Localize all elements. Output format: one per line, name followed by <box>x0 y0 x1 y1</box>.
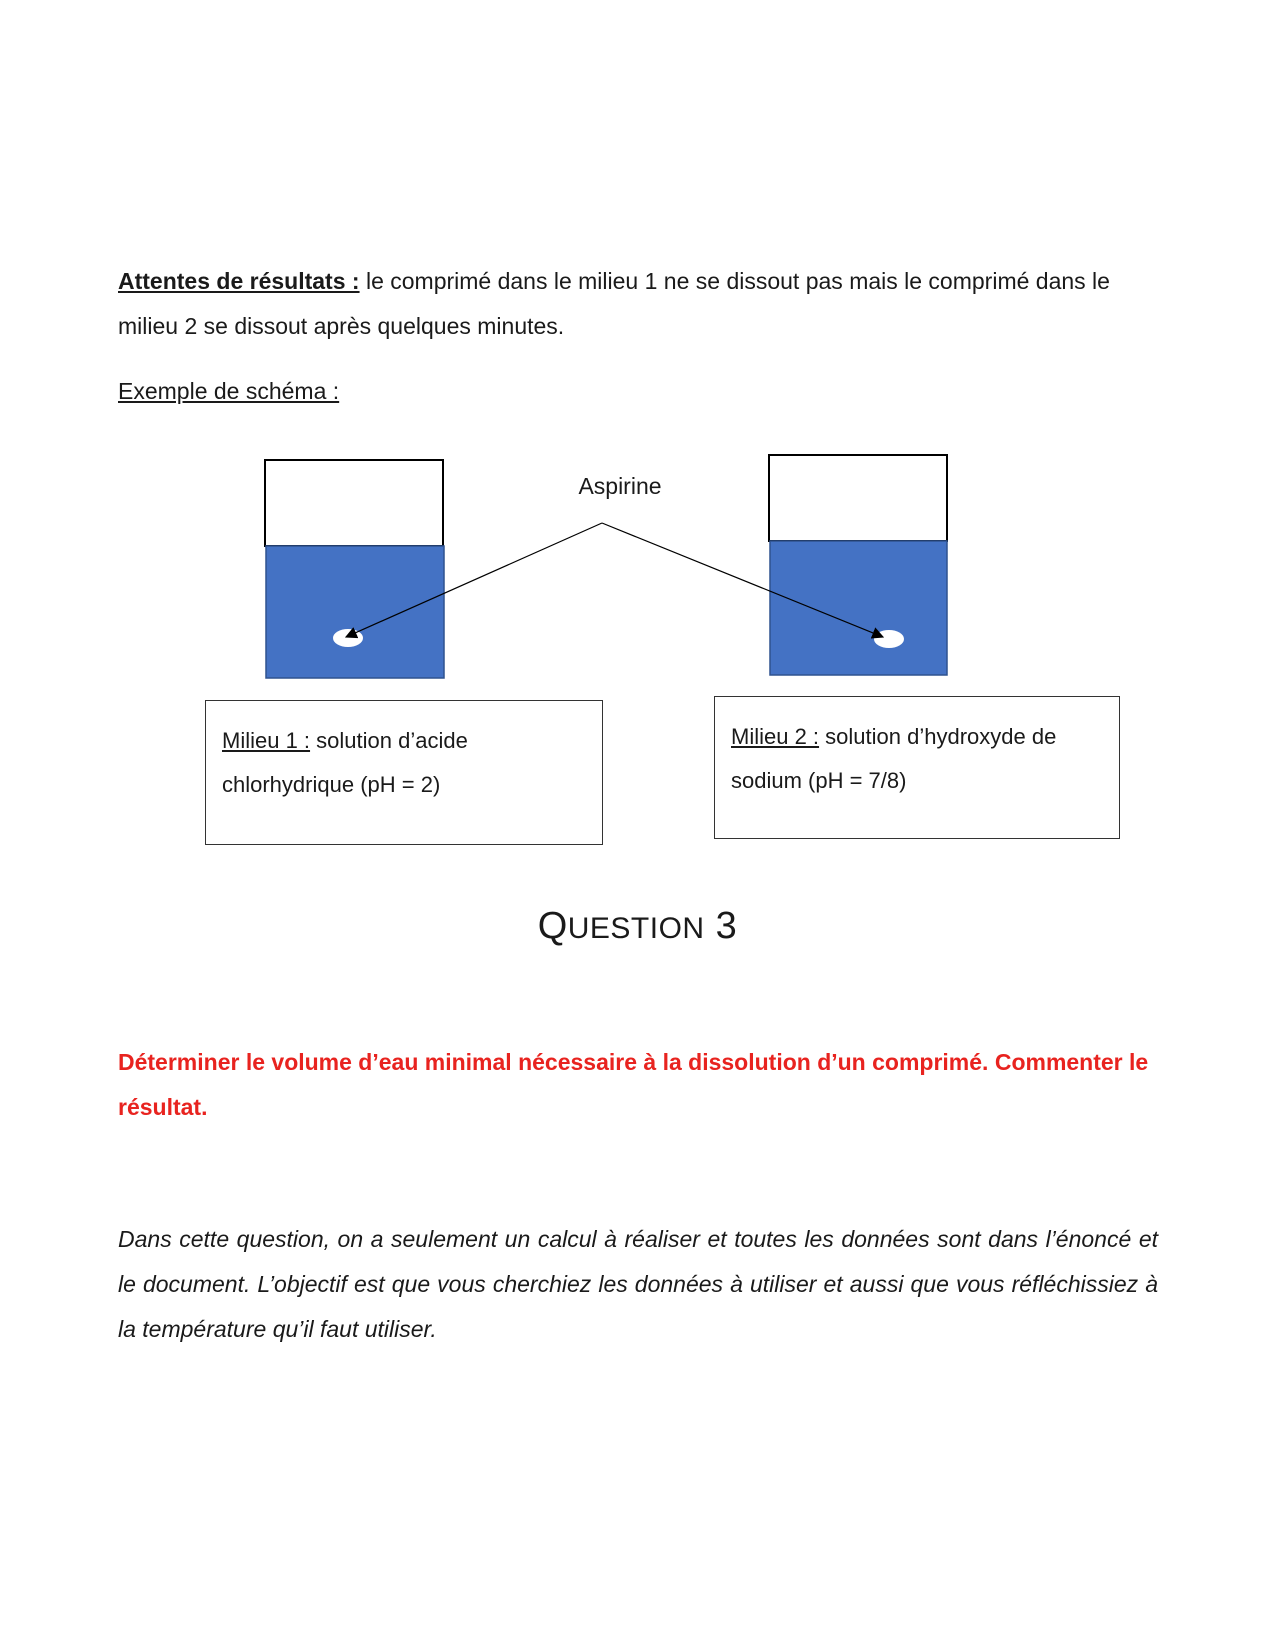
milieu1-text: solution d’acide chlorhydrique (pH = 2) <box>222 728 468 797</box>
attentes-label: Attentes de résultats : <box>118 268 360 294</box>
milieu1-label: Milieu 1 : <box>222 728 311 753</box>
tablet2 <box>874 630 904 648</box>
milieu2-box <box>714 696 1120 839</box>
consigne-paragraph: Déterminer le volume d’eau minimal nécessaire à la dissolution d’un comprimé. Commenter le résultat. <box>118 1049 1149 1120</box>
question-title-num: 3 <box>715 905 738 947</box>
exemple-label: Exemple de schéma : <box>118 378 340 404</box>
beaker1-top <box>265 460 443 546</box>
note-paragraph: Dans cette question, on a seulement un calcul à réaliser et toutes les données sont dans l’énoncé et le document. L’objectif est que vous cherchiez les données à utiliser et aussi que vous réfléchissiez à la température qu’il faut utiliser. <box>118 1226 1158 1342</box>
attentes-text: le comprimé dans le milieu 1 ne se dissout pas mais le comprimé dans le milieu 2 se dissout après quelques minutes. <box>118 268 1110 339</box>
aspirine-label: Aspirine <box>578 473 662 499</box>
beaker2-top <box>769 455 947 541</box>
beaker2-liquid <box>770 541 947 675</box>
question-title-first: Q <box>537 905 568 947</box>
milieu2-label: Milieu 2 : <box>731 724 820 749</box>
milieu2-text: solution d’hydroxyde de sodium (pH = 7/8) <box>731 724 1057 793</box>
milieu1-box <box>205 700 603 845</box>
question-title-rest: UESTION <box>567 912 705 945</box>
beaker1-liquid <box>266 546 444 678</box>
question-title <box>0 905 1275 948</box>
